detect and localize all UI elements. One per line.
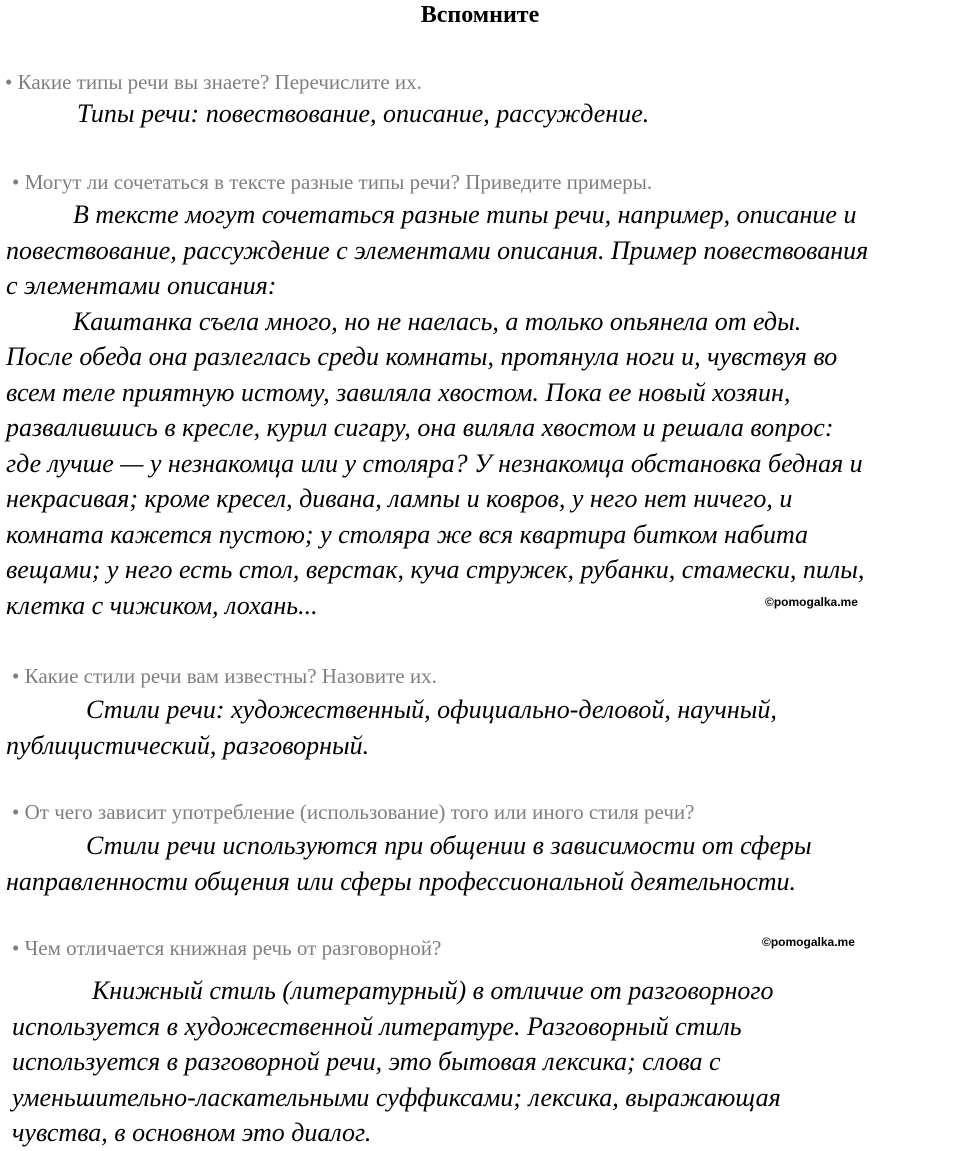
question-4: • От чего зависит употребление (использование) того или иного стиля речи? xyxy=(12,800,695,824)
answer-4 xyxy=(6,828,812,899)
answer-line: Книжный стиль (литературный) в отличие от разговорного xyxy=(92,976,774,1005)
answer-line: вещами; у него есть стол, верстак, куча стружек, рубанки, стамески, пилы, xyxy=(6,555,865,584)
answer-line: с элементами описания: xyxy=(6,271,277,300)
answer-line: Стили речи: художественный, официально-деловой, научный, xyxy=(86,695,777,724)
answer-line: В тексте могут сочетаться разные типы речи, например, описание и xyxy=(73,200,857,229)
question-2: • Могут ли сочетаться в тексте разные типы речи? Приведите примеры. xyxy=(12,170,653,194)
answer-line: Типы речи: повествование, описание, рассуждение. xyxy=(77,99,650,128)
answer-line: всем теле приятную истому, завиляла хвостом. Пока ее новый хозяин, xyxy=(6,377,791,407)
question-5: • Чем отличается книжная речь от разговорной? xyxy=(12,936,442,960)
answer-line: уменьшительно-ласкательными суффиксами; лексика, выражающая xyxy=(12,1082,781,1112)
answer-line: развалившись в кресле, курил сигару, она виляла хвостом и решала вопрос: xyxy=(6,413,834,442)
page-title: Вспомните xyxy=(420,2,540,28)
answer-line: комната кажется пустою; у столяра же вся квартира битком набита xyxy=(6,519,809,549)
answer-line: используется в разговорной речи, это бытовая лексика; слова с xyxy=(12,1047,721,1076)
answer-line: чувства, в основном это диалог. xyxy=(12,1118,372,1147)
answer-1 xyxy=(6,96,649,132)
answer-line: повествование, рассуждение с элементами описания. Пример повествования xyxy=(6,235,869,265)
answer-line: используется в художественной литературе. Разговорный стиль xyxy=(12,1011,742,1041)
watermark: ©pomogalka.me xyxy=(762,935,855,949)
answer-line: После обеда она разлеглась среди комнаты, протянула ноги и, чувствуя во xyxy=(6,342,838,371)
question-1: • Какие типы речи вы знаете? Перечислите их. xyxy=(5,70,422,94)
answer-line: где лучше — у незнакомца или у столяра? У незнакомца обстановка бедная и xyxy=(6,448,863,478)
answer-2 xyxy=(6,197,868,623)
question-3: • Какие стили речи вам известны? Назовите их. xyxy=(12,664,437,688)
answer-3 xyxy=(6,692,777,763)
answer-line: некрасивая; кроме кресел, дивана, лампы и ковров, у него нет ничего, и xyxy=(6,484,793,513)
watermark: ©pomogalka.me xyxy=(765,595,858,609)
answer-5 xyxy=(12,973,781,1151)
answer-line: публицистический, разговорный. xyxy=(6,730,370,760)
answer-line: направленности общения или сферы профессиональной деятельности. xyxy=(6,866,797,896)
answer-line: Каштанка съела много, но не наелась, а только опьянела от еды. xyxy=(73,306,802,336)
answer-line: клетка с чижиком, лохань... xyxy=(6,590,318,620)
answer-line: Стили речи используются при общении в зависимости от сферы xyxy=(86,831,812,860)
